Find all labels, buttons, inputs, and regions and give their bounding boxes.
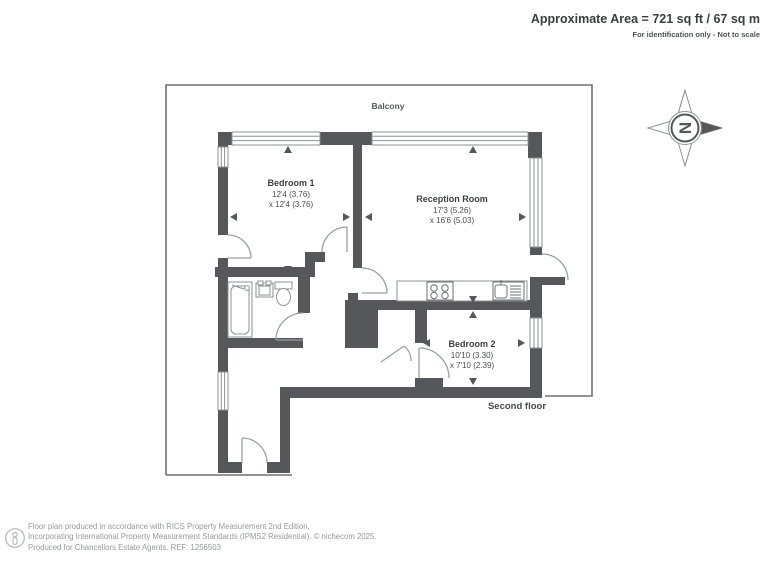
room-label-reception (392, 194, 512, 226)
footer-line-3: Produced for Chancellors Estate Agents. REF: 1256503 (28, 542, 221, 552)
person-icon (4, 526, 26, 557)
toilet-icon (275, 282, 292, 306)
room-dimension: 10'10 (3.30) (450, 350, 494, 360)
disclaimer-text: For identification only - Not to scale (632, 30, 760, 39)
room-name: Bedroom 1 (267, 178, 315, 188)
room-dimension: x 16'6 (5.03) (429, 215, 475, 225)
balcony-label: Balcony (371, 101, 405, 111)
footer-line-1: Floor plan produced in accordance with RICS Property Measurement 2nd Edition, (28, 522, 310, 531)
header (531, 12, 760, 39)
room-label-bedroom-1 (241, 178, 341, 210)
room-dimension: 12'4 (3.76) (272, 189, 310, 199)
footer (2, 522, 562, 553)
footer-line-2: Incorporating International Property Measurement Standards (IPMS2 Residential). © nichecom 2025. (28, 532, 377, 542)
floor-level-label: Second floor (487, 401, 547, 412)
room-label-bedroom-2 (412, 339, 532, 371)
room-name: Bedroom 2 (448, 339, 496, 349)
basin-icon (256, 281, 273, 297)
room-name: Reception Room (416, 194, 488, 204)
hob-icon (427, 282, 453, 300)
room-dimension: x 7'10 (2.39) (449, 360, 495, 370)
north-letter: N (675, 121, 695, 135)
kitchen-sink-icon (493, 280, 524, 300)
room-dimension: 17'3 (5.26) (433, 205, 471, 215)
bath-icon (228, 282, 252, 337)
approximate-area-text: Approximate Area = 721 sq ft / 67 sq m (530, 12, 760, 26)
room-dimension: x 12'4 (3.76) (268, 199, 314, 209)
compass-rose-icon (648, 90, 722, 166)
